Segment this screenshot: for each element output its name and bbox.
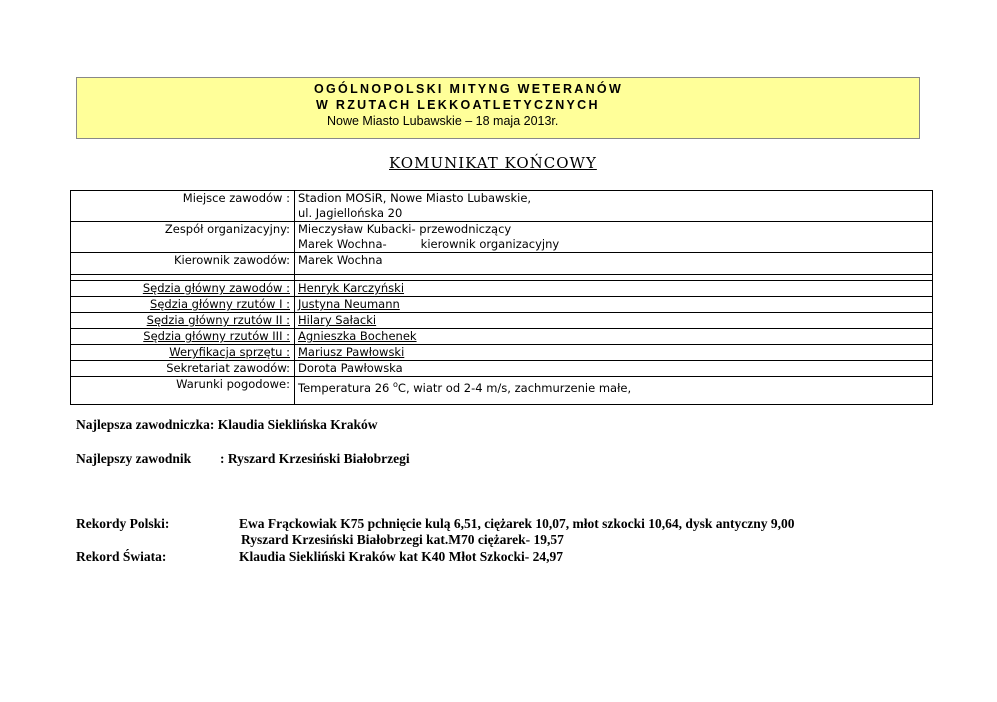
team-line2 [298, 237, 929, 252]
weather-rest: C, wiatr od 2-4 m/s, zachmurzenie małe, [397, 380, 632, 395]
judge3-label: Sędzia główny rzutów III : [71, 329, 295, 345]
judge1-label: Sędzia główny rzutów I : [71, 297, 295, 313]
table-row [71, 191, 933, 222]
judge2-value: Hilary Sałacki [295, 313, 933, 329]
venue-line1: Stadion MOSiR, Nowe Miasto Lubawskie, [298, 191, 532, 205]
table-row [71, 345, 933, 361]
weather-value [295, 377, 933, 405]
weather-temp: Temperatura 26 [298, 380, 394, 395]
venue-line2: ul. Jagiellońska 20 [298, 206, 403, 220]
best-female: Najlepsza zawodniczka: Klaudia Sieklińska Kraków [76, 417, 378, 432]
weather-label: Warunki pogodowe: [71, 377, 295, 405]
info-table [70, 190, 933, 405]
poland-records-label: Rekordy Polski: [76, 516, 170, 531]
table-row [71, 377, 933, 405]
event-title-line2: W RZUTACH LEKKOATLETYCZNYCH [316, 98, 600, 112]
table-row [71, 313, 933, 329]
chief-judge-value: Henryk Karczyński [295, 281, 933, 297]
table-row [71, 253, 933, 275]
team-label: Zespół organizacyjny: [71, 222, 295, 253]
manager-label: Kierownik zawodów: [71, 253, 295, 275]
team-line2-role: kierownik organizacyjny [420, 237, 560, 251]
venue-value [295, 191, 933, 222]
event-location-date: Nowe Miasto Lubawskie – 18 maja 2013r. [327, 114, 559, 128]
world-record-label: Rekord Świata: [76, 549, 167, 564]
team-value [295, 222, 933, 253]
judge3-value: Agnieszka Bochenek [295, 329, 933, 345]
poland-record-line2: Ryszard Krzesiński Białobrzegi kat.M70 ciężarek- 19,57 [241, 532, 564, 547]
venue-label: Miejsce zawodów : [71, 191, 295, 222]
event-header [76, 77, 920, 139]
page-title: KOMUNIKAT KOŃCOWY [389, 154, 597, 172]
secretary-label: Sekretariat zawodów: [71, 361, 295, 377]
best-male-value: : Ryszard Krzesiński Białobrzegi [220, 451, 410, 466]
equip-label: Weryfikacja sprzętu : [71, 345, 295, 361]
judge2-label: Sędzia główny rzutów II : [71, 313, 295, 329]
world-record-line1: Klaudia Siekliński Kraków kat K40 Młot Szkocki- 24,97 [239, 549, 564, 564]
table-row [71, 329, 933, 345]
table-row [71, 297, 933, 313]
judge1-value: Justyna Neumann [295, 297, 933, 313]
table-row [71, 281, 933, 297]
table-row [71, 222, 933, 253]
poland-record-line1: Ewa Frąckowiak K75 pchnięcie kulą 6,51, ciężarek 10,07, młot szkocki 10,64, dysk antyczny 9,00 [239, 516, 795, 531]
chief-judge-label: Sędzia główny zawodów : [71, 281, 295, 297]
secretary-value: Dorota Pawłowska [295, 361, 933, 377]
manager-value: Marek Wochna [295, 253, 933, 275]
equip-value: Mariusz Pawłowski [295, 345, 933, 361]
event-title-line1: OGÓLNOPOLSKI MITYNG WETERANÓW [314, 82, 624, 96]
team-line2-name: Marek Wochna- [298, 237, 387, 251]
table-row [71, 361, 933, 377]
degree-symbol: o [393, 380, 398, 389]
team-line1: Mieczysław Kubacki- przewodniczący [298, 222, 512, 236]
best-male-label: Najlepszy zawodnik [76, 451, 192, 466]
